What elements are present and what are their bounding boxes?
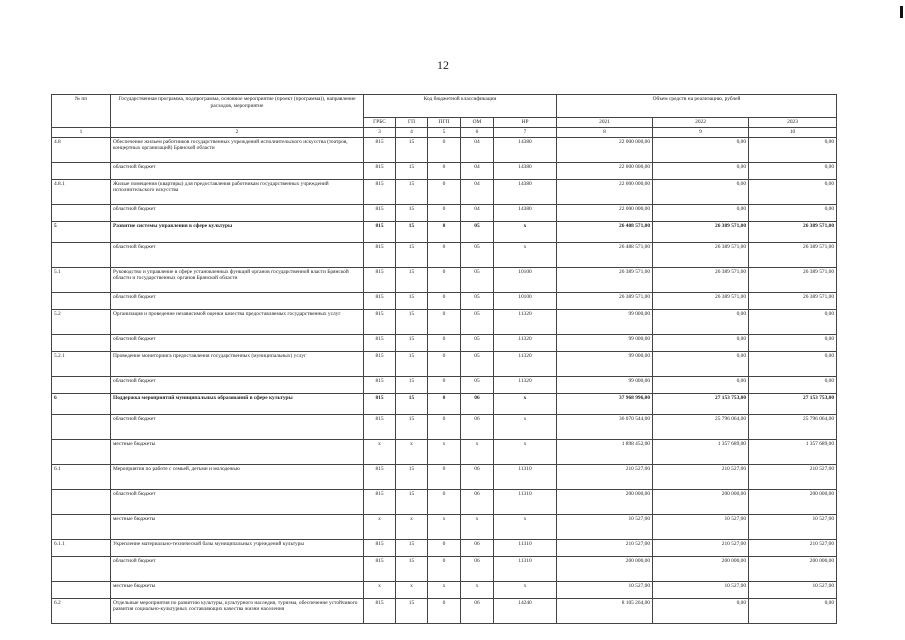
code-grbs: 815 bbox=[364, 334, 396, 351]
code-om: 05 bbox=[461, 242, 494, 267]
amount-2021: 200 000,00 bbox=[557, 489, 653, 514]
amount-2022: 0,00 bbox=[653, 162, 749, 179]
code-pgp: 0 bbox=[428, 267, 461, 292]
row-name: областной бюджет bbox=[111, 242, 364, 267]
row-number bbox=[52, 556, 111, 581]
row-name: областной бюджет bbox=[111, 376, 364, 393]
row-number bbox=[52, 414, 111, 439]
row-name: Организация и проведение независимой оценки качества предоставляемых государственных услуг bbox=[111, 309, 364, 334]
code-nr: 11310 bbox=[494, 556, 557, 581]
amount-2023: 0,00 bbox=[749, 179, 837, 204]
code-gp: 15 bbox=[396, 598, 428, 623]
row-name: областной бюджет bbox=[111, 334, 364, 351]
code-pgp: 0 bbox=[428, 221, 461, 242]
table-row bbox=[52, 598, 837, 623]
code-grbs: х bbox=[364, 581, 396, 598]
table-row bbox=[52, 439, 837, 464]
row-name: Обеспечение жильем работников государственных учреждений исполнительского искусства (театров, концертных организаций) Брянской области bbox=[111, 137, 364, 162]
page-number: 12 bbox=[437, 58, 449, 72]
col-number: 8 bbox=[557, 127, 653, 137]
row-name: областной бюджет bbox=[111, 204, 364, 221]
table-row bbox=[52, 179, 837, 204]
amount-2021: 8 105 264,00 bbox=[557, 598, 653, 623]
code-pgp: 0 bbox=[428, 556, 461, 581]
header-code-gp: ГП bbox=[396, 118, 428, 128]
row-name: Жилые помещения (квартиры) для предоставления работникам государственных учреждений исполнительского искусства bbox=[111, 179, 364, 204]
amount-2022: 210 527,00 bbox=[653, 464, 749, 489]
row-name: областной бюджет bbox=[111, 489, 364, 514]
code-nr: 14380 bbox=[494, 204, 557, 221]
amount-2022: 210 527,00 bbox=[653, 539, 749, 556]
amount-2023: 200 000,00 bbox=[749, 556, 837, 581]
row-number bbox=[52, 581, 111, 598]
amount-2023: 210 527,00 bbox=[749, 539, 837, 556]
amount-2022: 26 389 571,00 bbox=[653, 267, 749, 292]
amount-2023: 10 527,00 bbox=[749, 581, 837, 598]
row-number bbox=[52, 204, 111, 221]
code-grbs: 815 bbox=[364, 489, 396, 514]
code-pgp: 0 bbox=[428, 137, 461, 162]
col-number: 3 bbox=[364, 127, 396, 137]
amount-2023: 0,00 bbox=[749, 309, 837, 334]
table-row bbox=[52, 292, 837, 309]
header-code-om: ОМ bbox=[461, 118, 494, 128]
table-row bbox=[52, 489, 837, 514]
code-grbs: 815 bbox=[364, 204, 396, 221]
code-grbs: 815 bbox=[364, 414, 396, 439]
amount-2022: 26 389 571,00 bbox=[653, 242, 749, 267]
code-nr: 11310 bbox=[494, 489, 557, 514]
code-gp: 15 bbox=[396, 162, 428, 179]
amount-2021: 22 000 000,00 bbox=[557, 162, 653, 179]
code-pgp: 0 bbox=[428, 351, 461, 376]
code-grbs: 815 bbox=[364, 179, 396, 204]
amount-2022: 1 357 689,00 bbox=[653, 439, 749, 464]
header-year-2021: 2021 bbox=[557, 118, 653, 128]
code-grbs: 815 bbox=[364, 221, 396, 242]
header-code-group: Код бюджетной классификации bbox=[364, 95, 557, 118]
col-number: 2 bbox=[111, 127, 364, 137]
row-name: областной бюджет bbox=[111, 292, 364, 309]
table-row bbox=[52, 221, 837, 242]
col-number: 5 bbox=[428, 127, 461, 137]
code-nr: 11310 bbox=[494, 464, 557, 489]
code-nr: 14240 bbox=[494, 598, 557, 623]
code-pgp: 0 bbox=[428, 539, 461, 556]
table-row bbox=[52, 556, 837, 581]
code-om: 04 bbox=[461, 179, 494, 204]
row-name: Руководство и управление в сфере установленных функций органов государственной власти Брянской области и государственных органов Брянской области bbox=[111, 267, 364, 292]
code-om: 06 bbox=[461, 489, 494, 514]
code-gp: 15 bbox=[396, 179, 428, 204]
table-row bbox=[52, 539, 837, 556]
code-grbs: 815 bbox=[364, 242, 396, 267]
code-nr: 11320 bbox=[494, 334, 557, 351]
amount-2022: 0,00 bbox=[653, 309, 749, 334]
row-name: местные бюджеты bbox=[111, 514, 364, 539]
code-om: 06 bbox=[461, 598, 494, 623]
col-number: 9 bbox=[653, 127, 749, 137]
row-number: 5.2.1 bbox=[52, 351, 111, 376]
table-row bbox=[52, 376, 837, 393]
amount-2021: 1 898 452,00 bbox=[557, 439, 653, 464]
amount-2022: 26 389 571,00 bbox=[653, 292, 749, 309]
table-row bbox=[52, 334, 837, 351]
row-number bbox=[52, 242, 111, 267]
row-name: Укрепление материально-технической базы муниципальных учреждений культуры bbox=[111, 539, 364, 556]
row-number: 5.1 bbox=[52, 267, 111, 292]
code-nr: 14380 bbox=[494, 137, 557, 162]
code-om: х bbox=[461, 514, 494, 539]
row-number bbox=[52, 376, 111, 393]
header-code-nr: НР bbox=[494, 118, 557, 128]
amount-2021: 26 389 571,00 bbox=[557, 292, 653, 309]
amount-2023: 10 527,00 bbox=[749, 514, 837, 539]
amount-2023: 0,00 bbox=[749, 376, 837, 393]
amount-2022: 0,00 bbox=[653, 204, 749, 221]
code-grbs: 815 bbox=[364, 556, 396, 581]
code-om: 05 bbox=[461, 309, 494, 334]
row-name: областной бюджет bbox=[111, 162, 364, 179]
code-om: 06 bbox=[461, 414, 494, 439]
amount-2023: 26 389 571,00 bbox=[749, 221, 837, 242]
amount-2021: 22 000 000,00 bbox=[557, 179, 653, 204]
code-gp: 15 bbox=[396, 464, 428, 489]
code-gp: 15 bbox=[396, 556, 428, 581]
code-gp: 15 bbox=[396, 292, 428, 309]
amount-2022: 25 796 064,00 bbox=[653, 414, 749, 439]
amount-2021: 37 968 996,00 bbox=[557, 393, 653, 414]
code-pgp: 0 bbox=[428, 309, 461, 334]
amount-2022: 0,00 bbox=[653, 334, 749, 351]
code-om: 05 bbox=[461, 292, 494, 309]
code-pgp: 0 bbox=[428, 393, 461, 414]
code-om: 05 bbox=[461, 351, 494, 376]
row-number: 6.1 bbox=[52, 464, 111, 489]
row-number: 5 bbox=[52, 221, 111, 242]
table-row bbox=[52, 137, 837, 162]
code-pgp: 0 bbox=[428, 292, 461, 309]
amount-2021: 26 488 571,00 bbox=[557, 221, 653, 242]
code-grbs: 815 bbox=[364, 292, 396, 309]
code-grbs: 815 bbox=[364, 309, 396, 334]
amount-2023: 0,00 bbox=[749, 351, 837, 376]
amount-2021: 26 488 571,00 bbox=[557, 242, 653, 267]
header-code-pgp: ПГП bbox=[428, 118, 461, 128]
code-gp: х bbox=[396, 439, 428, 464]
code-nr: х bbox=[494, 514, 557, 539]
row-number: 6.2 bbox=[52, 598, 111, 623]
budget-table bbox=[51, 94, 837, 624]
table-row bbox=[52, 414, 837, 439]
amount-2021: 210 527,00 bbox=[557, 539, 653, 556]
amount-2023: 0,00 bbox=[749, 162, 837, 179]
code-gp: 15 bbox=[396, 334, 428, 351]
code-pgp: 0 bbox=[428, 464, 461, 489]
amount-2021: 10 527,00 bbox=[557, 581, 653, 598]
code-om: 05 bbox=[461, 376, 494, 393]
code-om: х bbox=[461, 439, 494, 464]
amount-2021: 99 000,00 bbox=[557, 351, 653, 376]
code-gp: 15 bbox=[396, 539, 428, 556]
row-number: 5.2 bbox=[52, 309, 111, 334]
code-grbs: х bbox=[364, 514, 396, 539]
amount-2023: 26 389 571,00 bbox=[749, 242, 837, 267]
code-pgp: 0 bbox=[428, 376, 461, 393]
col-number: 1 bbox=[52, 127, 111, 137]
amount-2023: 1 357 689,00 bbox=[749, 439, 837, 464]
code-gp: 15 bbox=[396, 242, 428, 267]
code-nr: х bbox=[494, 393, 557, 414]
header-amount-group: Объем средств на реализацию, рублей bbox=[557, 95, 837, 118]
amount-2022: 26 389 571,00 bbox=[653, 221, 749, 242]
amount-2021: 22 000 000,00 bbox=[557, 137, 653, 162]
code-grbs: 815 bbox=[364, 267, 396, 292]
code-grbs: 815 bbox=[364, 162, 396, 179]
code-nr: х bbox=[494, 439, 557, 464]
amount-2023: 0,00 bbox=[749, 137, 837, 162]
row-number: 4.8 bbox=[52, 137, 111, 162]
code-grbs: х bbox=[364, 439, 396, 464]
amount-2022: 0,00 bbox=[653, 351, 749, 376]
amount-2021: 99 000,00 bbox=[557, 334, 653, 351]
column-number-row bbox=[52, 127, 837, 137]
code-pgp: 0 bbox=[428, 179, 461, 204]
code-nr: 10100 bbox=[494, 292, 557, 309]
amount-2022: 27 153 753,00 bbox=[653, 393, 749, 414]
amount-2021: 10 527,00 bbox=[557, 514, 653, 539]
code-om: 06 bbox=[461, 539, 494, 556]
code-gp: 15 bbox=[396, 309, 428, 334]
amount-2021: 210 527,00 bbox=[557, 464, 653, 489]
row-number bbox=[52, 292, 111, 309]
code-pgp: 0 bbox=[428, 598, 461, 623]
code-nr: х bbox=[494, 414, 557, 439]
code-grbs: 815 bbox=[364, 393, 396, 414]
code-grbs: 815 bbox=[364, 539, 396, 556]
row-name: местные бюджеты bbox=[111, 581, 364, 598]
amount-2022: 200 000,00 bbox=[653, 556, 749, 581]
code-nr: 11320 bbox=[494, 351, 557, 376]
code-grbs: 815 bbox=[364, 137, 396, 162]
code-nr: х bbox=[494, 221, 557, 242]
code-gp: 15 bbox=[396, 267, 428, 292]
code-om: 04 bbox=[461, 137, 494, 162]
row-name: областной бюджет bbox=[111, 414, 364, 439]
row-number bbox=[52, 334, 111, 351]
table-row bbox=[52, 351, 837, 376]
code-om: 06 bbox=[461, 393, 494, 414]
row-number: 6 bbox=[52, 393, 111, 414]
row-name: Отдельные мероприятия по развитию культуры, культурного наследия, туризма, обеспечение устойчивого развития социально-культурных составляющих качества жизни населения bbox=[111, 598, 364, 623]
table-row bbox=[52, 514, 837, 539]
code-pgp: 0 bbox=[428, 334, 461, 351]
amount-2021: 22 000 000,00 bbox=[557, 204, 653, 221]
table-row bbox=[52, 242, 837, 267]
code-om: 05 bbox=[461, 334, 494, 351]
amount-2022: 0,00 bbox=[653, 598, 749, 623]
code-nr: 14380 bbox=[494, 179, 557, 204]
code-grbs: 815 bbox=[364, 464, 396, 489]
code-gp: 15 bbox=[396, 489, 428, 514]
code-pgp: х bbox=[428, 439, 461, 464]
code-gp: 15 bbox=[396, 351, 428, 376]
code-nr: 14380 bbox=[494, 162, 557, 179]
code-om: 04 bbox=[461, 162, 494, 179]
amount-2023: 0,00 bbox=[749, 598, 837, 623]
code-pgp: 0 bbox=[428, 162, 461, 179]
amount-2021: 99 000,00 bbox=[557, 309, 653, 334]
code-pgp: 0 bbox=[428, 204, 461, 221]
amount-2022: 10 527,00 bbox=[653, 581, 749, 598]
code-om: х bbox=[461, 581, 494, 598]
row-number bbox=[52, 162, 111, 179]
row-name: Мероприятия по работе с семьей, детьми и молодежью bbox=[111, 464, 364, 489]
code-gp: 15 bbox=[396, 137, 428, 162]
table-row bbox=[52, 464, 837, 489]
amount-2023: 26 389 571,00 bbox=[749, 267, 837, 292]
code-gp: х bbox=[396, 514, 428, 539]
code-om: 05 bbox=[461, 267, 494, 292]
table-row bbox=[52, 267, 837, 292]
table-row bbox=[52, 162, 837, 179]
code-nr: 11320 bbox=[494, 309, 557, 334]
amount-2023: 0,00 bbox=[749, 334, 837, 351]
amount-2021: 200 000,00 bbox=[557, 556, 653, 581]
code-pgp: 0 bbox=[428, 242, 461, 267]
header-code-grbs: ГРБС bbox=[364, 118, 396, 128]
amount-2023: 26 389 571,00 bbox=[749, 292, 837, 309]
code-om: 06 bbox=[461, 556, 494, 581]
amount-2023: 200 000,00 bbox=[749, 489, 837, 514]
amount-2022: 200 000,00 bbox=[653, 489, 749, 514]
code-gp: х bbox=[396, 581, 428, 598]
code-gp: 15 bbox=[396, 221, 428, 242]
code-gp: 15 bbox=[396, 376, 428, 393]
code-pgp: х bbox=[428, 581, 461, 598]
code-gp: 15 bbox=[396, 204, 428, 221]
amount-2022: 0,00 bbox=[653, 376, 749, 393]
scan-edge-mark bbox=[900, 6, 903, 18]
code-pgp: 0 bbox=[428, 414, 461, 439]
col-number: 6 bbox=[461, 127, 494, 137]
amount-2021: 26 389 571,00 bbox=[557, 267, 653, 292]
amount-2023: 27 153 753,00 bbox=[749, 393, 837, 414]
amount-2022: 0,00 bbox=[653, 179, 749, 204]
code-grbs: 815 bbox=[364, 351, 396, 376]
col-number: 10 bbox=[749, 127, 837, 137]
row-number bbox=[52, 439, 111, 464]
amount-2023: 210 527,00 bbox=[749, 464, 837, 489]
code-pgp: х bbox=[428, 514, 461, 539]
code-nr: 11310 bbox=[494, 539, 557, 556]
header-num: № пп bbox=[52, 95, 111, 128]
amount-2023: 0,00 bbox=[749, 204, 837, 221]
table-row bbox=[52, 204, 837, 221]
table-row bbox=[52, 581, 837, 598]
amount-2021: 36 070 544,00 bbox=[557, 414, 653, 439]
table-row bbox=[52, 393, 837, 414]
header-row-1 bbox=[52, 95, 837, 118]
code-gp: 15 bbox=[396, 393, 428, 414]
code-nr: х bbox=[494, 242, 557, 267]
row-number bbox=[52, 514, 111, 539]
amount-2021: 99 000,00 bbox=[557, 376, 653, 393]
row-number: 4.8.1 bbox=[52, 179, 111, 204]
amount-2022: 10 527,00 bbox=[653, 514, 749, 539]
code-nr: 10100 bbox=[494, 267, 557, 292]
code-grbs: 815 bbox=[364, 376, 396, 393]
code-om: 04 bbox=[461, 204, 494, 221]
code-om: 05 bbox=[461, 221, 494, 242]
code-om: 06 bbox=[461, 464, 494, 489]
code-nr: х bbox=[494, 581, 557, 598]
row-name: местные бюджеты bbox=[111, 439, 364, 464]
table-row bbox=[52, 309, 837, 334]
code-gp: 15 bbox=[396, 414, 428, 439]
code-grbs: 815 bbox=[364, 598, 396, 623]
row-name: Развитие системы управления в сфере культуры bbox=[111, 221, 364, 242]
col-number: 4 bbox=[396, 127, 428, 137]
header-year-2022: 2022 bbox=[653, 118, 749, 128]
row-number: 6.1.1 bbox=[52, 539, 111, 556]
col-number: 7 bbox=[494, 127, 557, 137]
header-year-2023: 2023 bbox=[749, 118, 837, 128]
code-pgp: 0 bbox=[428, 489, 461, 514]
header-name: Государственная программа, подпрограмма, основное мероприятие (проект (программа)), направление расходов, мероприятие bbox=[111, 95, 364, 128]
code-nr: 11320 bbox=[494, 376, 557, 393]
row-name: Проведение мониторинга предоставления государственных (муниципальных) услуг bbox=[111, 351, 364, 376]
amount-2022: 0,00 bbox=[653, 137, 749, 162]
row-name: Поддержка мероприятий муниципальных образований в сфере культуры bbox=[111, 393, 364, 414]
row-name: областной бюджет bbox=[111, 556, 364, 581]
row-number bbox=[52, 489, 111, 514]
amount-2023: 25 796 064,00 bbox=[749, 414, 837, 439]
